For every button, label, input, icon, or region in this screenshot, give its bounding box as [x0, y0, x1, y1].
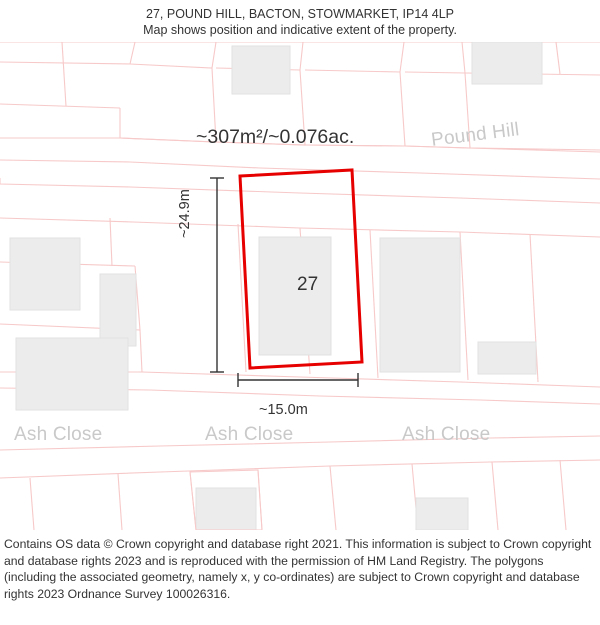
vertical-dimension-label: ~24.9m — [177, 189, 193, 238]
area-label: ~307m²/~0.076ac. — [196, 126, 355, 148]
street-label-ash-close-3: Ash Close — [402, 424, 491, 445]
copyright-footer — [0, 536, 600, 602]
street-label-ash-close-2: Ash Close — [205, 424, 294, 445]
vertical-dimension-line — [210, 178, 224, 372]
horizontal-dimension-label: ~15.0m — [259, 402, 308, 418]
street-label-ash-close-1: Ash Close — [14, 424, 103, 445]
page-header — [0, 0, 600, 38]
page-title: 27, POUND HILL, BACTON, STOWMARKET, IP14 4LP — [146, 7, 454, 21]
property-map[interactable] — [0, 42, 600, 530]
plot-building — [259, 237, 331, 355]
plot-number-label: 27 — [297, 274, 319, 295]
copyright-text: Contains OS data © Crown copyright and database right 2021. This information is subject to Crown copyright and database rights 2023 and is reproduced with the permission of HM Land Registry. The polygons (including the associated geometry, namely x, y co-ordinates) are subject to Crown copyright and database rights 2023 Ordnance Survey 100026316. — [4, 537, 592, 601]
street-label-pound-hill: Pound Hill — [430, 119, 521, 151]
page-subtitle: Map shows position and indicative extent of the property. — [143, 23, 457, 37]
